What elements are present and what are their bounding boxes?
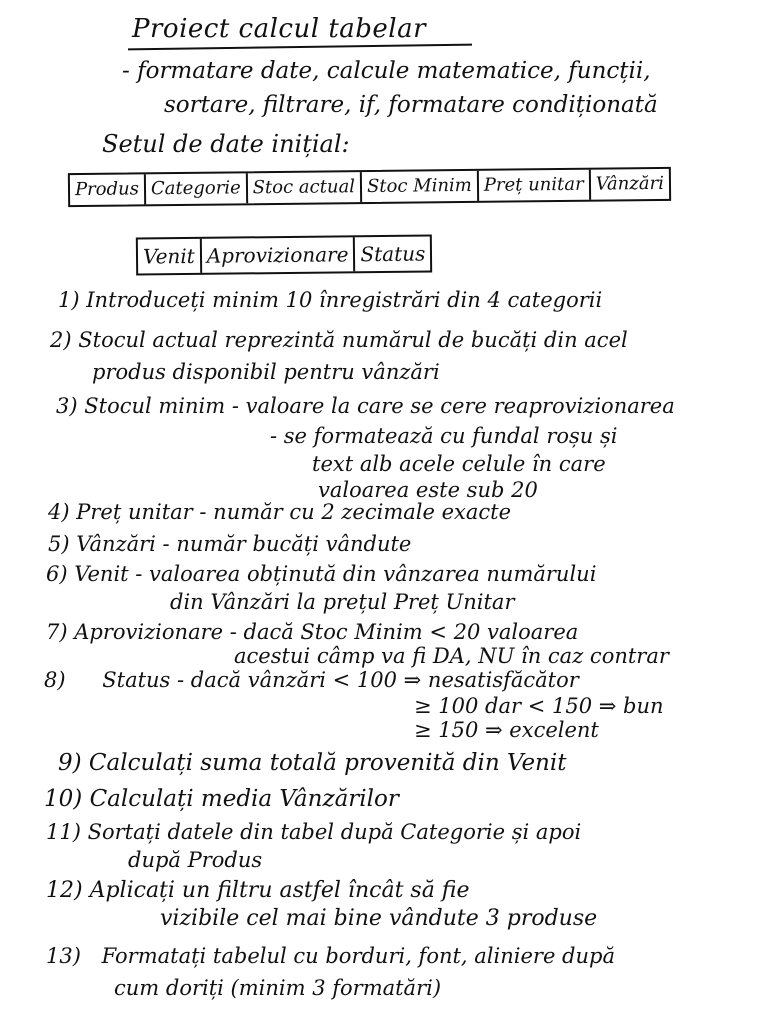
- list-item: [58, 288, 602, 312]
- item-continuation: din Vânzări la prețul Preț Unitar: [170, 590, 515, 614]
- list-item: [46, 878, 470, 903]
- item-number: 12): [46, 878, 83, 903]
- page-title: Proiect calcul tabelar: [132, 14, 427, 44]
- item-text: Sortați datele din tabel după Categorie și apoi: [87, 820, 582, 844]
- item-text: Aprovizionare - dacă Stoc Minim < 20 valoarea: [74, 620, 579, 644]
- item-text: Venit - valoarea obținută din vânzarea numărului: [74, 562, 597, 586]
- item-number: 4): [48, 500, 70, 524]
- item-text: Status - dacă vânzări < 100 ⇒ nesatisfăcător: [102, 668, 579, 692]
- column-header: Stoc actual: [248, 172, 363, 203]
- title-underline: [128, 44, 472, 51]
- item-number: 7): [46, 620, 68, 644]
- list-item: [58, 750, 566, 776]
- item-number: 2): [50, 328, 72, 352]
- list-item: [44, 668, 579, 692]
- intro-line-2: sortare, filtrare, if, formatare condiționată: [164, 92, 658, 118]
- column-header: Aprovizionare: [202, 237, 356, 273]
- list-item: [44, 786, 399, 812]
- item-continuation: produs disponibil pentru vânzări: [92, 360, 440, 384]
- item-number: 3): [56, 394, 78, 418]
- item-continuation: ≥ 100 dar < 150 ⇒ bun: [414, 694, 664, 718]
- item-number: 9): [58, 750, 82, 776]
- item-text: Preț unitar - număr cu 2 zecimale exacte: [76, 500, 512, 524]
- column-header: Categorie: [146, 173, 248, 204]
- item-continuation: text alb acele celule în care: [312, 452, 606, 476]
- item-text: Stocul actual reprezintă numărul de bucăți din acel: [78, 328, 628, 352]
- list-item: [46, 944, 615, 968]
- list-item: [56, 394, 675, 418]
- item-text: Vânzări - număr bucăți vândute: [76, 532, 412, 556]
- list-item: [46, 620, 578, 644]
- item-continuation: după Produs: [128, 848, 263, 872]
- item-number: 6): [46, 562, 68, 586]
- item-text: Aplicați un filtru astfel încât să fie: [89, 878, 470, 903]
- item-text: Introduceți minim 10 înregistrări din 4 categorii: [86, 288, 603, 312]
- dataset-subtitle: Setul de date inițial:: [102, 130, 350, 158]
- item-number: 10): [44, 786, 83, 812]
- item-text: Formatați tabelul cu borduri, font, aliniere după: [101, 944, 615, 968]
- list-item: [50, 328, 628, 352]
- header-table-row-1: [68, 167, 671, 207]
- column-header: Venit: [138, 239, 202, 274]
- item-number: 1): [58, 288, 80, 312]
- header-table-row-2: [136, 234, 433, 275]
- item-continuation: ≥ 150 ⇒ excelent: [414, 718, 599, 742]
- column-header: Vânzări: [595, 172, 665, 195]
- item-text: Stocul minim - valoare la care se cere reaprovizionarea: [84, 394, 675, 418]
- column-header: Status: [360, 241, 426, 267]
- item-text: Calculați suma totală provenită din Venit: [88, 750, 567, 776]
- item-continuation: valoarea este sub 20: [318, 478, 538, 502]
- column-header: Produs: [70, 174, 146, 205]
- list-item: [46, 820, 581, 844]
- item-text: Calculați media Vânzărilor: [89, 786, 399, 812]
- item-continuation: acestui câmp va fi DA, NU în caz contrar: [234, 644, 669, 668]
- item-number: 13): [46, 944, 81, 968]
- column-header: Preț unitar: [479, 170, 591, 201]
- list-item: [46, 562, 596, 586]
- item-continuation: cum doriți (minim 3 formatări): [114, 976, 442, 1000]
- item-continuation: - se formatează cu fundal roșu și: [270, 424, 618, 448]
- item-continuation: vizibile cel mai bine vândute 3 produse: [160, 906, 598, 931]
- list-item: [48, 500, 511, 524]
- intro-line-1: - formatare date, calcule matematice, funcții,: [122, 58, 651, 84]
- list-item: [48, 532, 411, 556]
- item-number: 8): [44, 668, 66, 692]
- item-number: 11): [46, 820, 81, 844]
- column-header: Stoc Minim: [362, 171, 479, 202]
- item-number: 5): [48, 532, 70, 556]
